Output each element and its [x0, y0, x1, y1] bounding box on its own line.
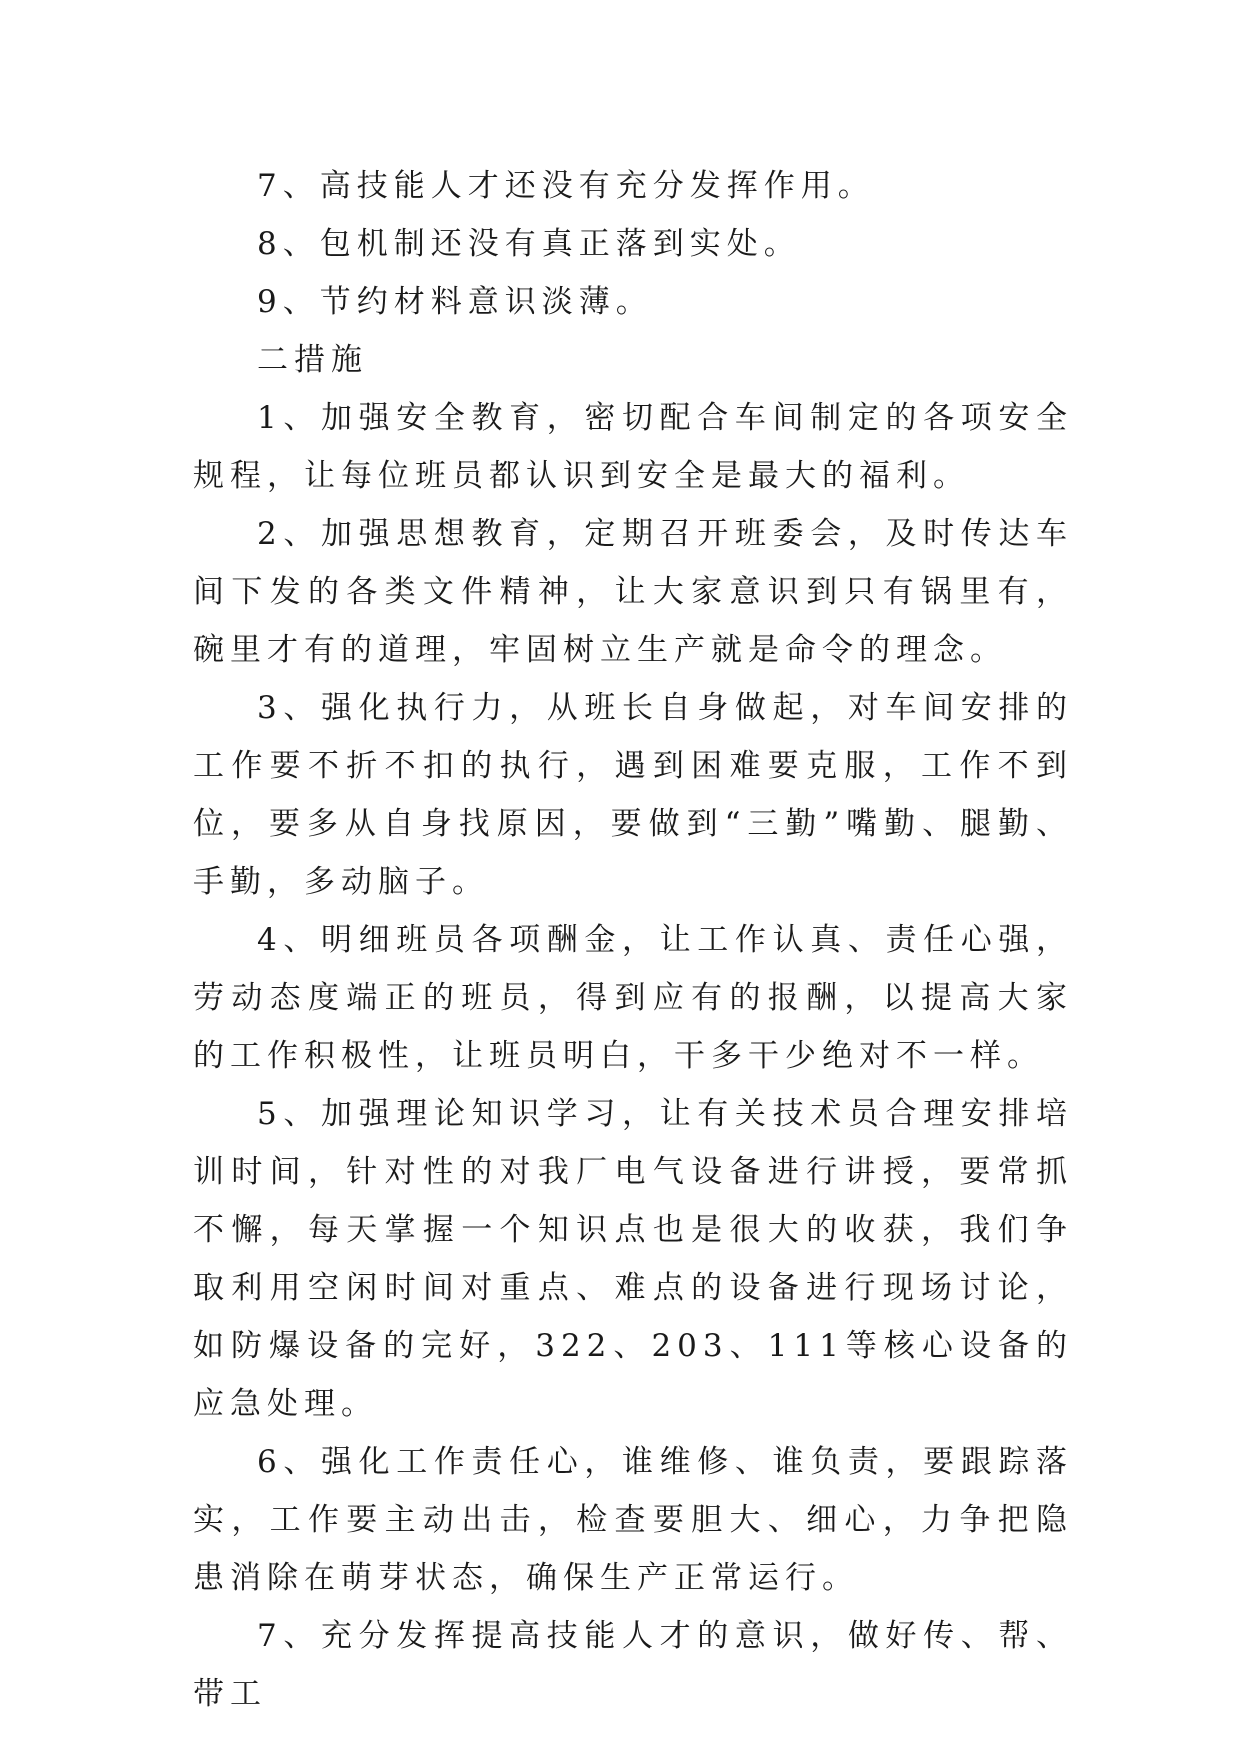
- section-heading: 二措施: [257, 342, 368, 378]
- list-item: 2、加强思想教育，定期召开班委会，及时传达车间下发的各类文件精神，让大家意识到只有锅里有，碗里才有的道理，牢固树立生产就是命令的理念。: [193, 516, 1073, 668]
- list-item: 9、节约材料意识淡薄。: [257, 284, 653, 320]
- list-item: 7、充分发挥提高技能人才的意识，做好传、帮、带工: [193, 1618, 1073, 1712]
- list-item: 4、明细班员各项酬金，让工作认真、责任心强，劳动态度端正的班员，得到应有的报酬，以提高大家的工作积极性，让班员明白，干多干少绝对不一样。: [193, 922, 1073, 1074]
- document-body: [193, 157, 1073, 1723]
- list-item: 5、加强理论知识学习，让有关技术员合理安排培训时间，针对性的对我厂电气设备进行讲授，要常抓不懈，每天掌握一个知识点也是很大的收获，我们争取利用空闲时间对重点、难点的设备进行现场讨论，如防爆设备的完好，322、203、111等核心设备的应急处理。: [193, 1096, 1073, 1422]
- list-item: 1、加强安全教育，密切配合车间制定的各项安全规程，让每位班员都认识到安全是最大的福利。: [193, 400, 1073, 494]
- list-item: 6、强化工作责任心，谁维修、谁负责，要跟踪落实，工作要主动出击，检查要胆大、细心，力争把隐患消除在萌芽状态，确保生产正常运行。: [193, 1444, 1073, 1596]
- list-item: 8、包机制还没有真正落到实处。: [257, 226, 801, 262]
- list-item: 3、强化执行力，从班长自身做起，对车间安排的工作要不折不扣的执行，遇到困难要克服，工作不到位，要多从自身找原因，要做到“三勤”嘴勤、腿勤、手勤，多动脑子。: [193, 690, 1073, 900]
- list-item: 7、高技能人才还没有充分发挥作用。: [257, 168, 875, 204]
